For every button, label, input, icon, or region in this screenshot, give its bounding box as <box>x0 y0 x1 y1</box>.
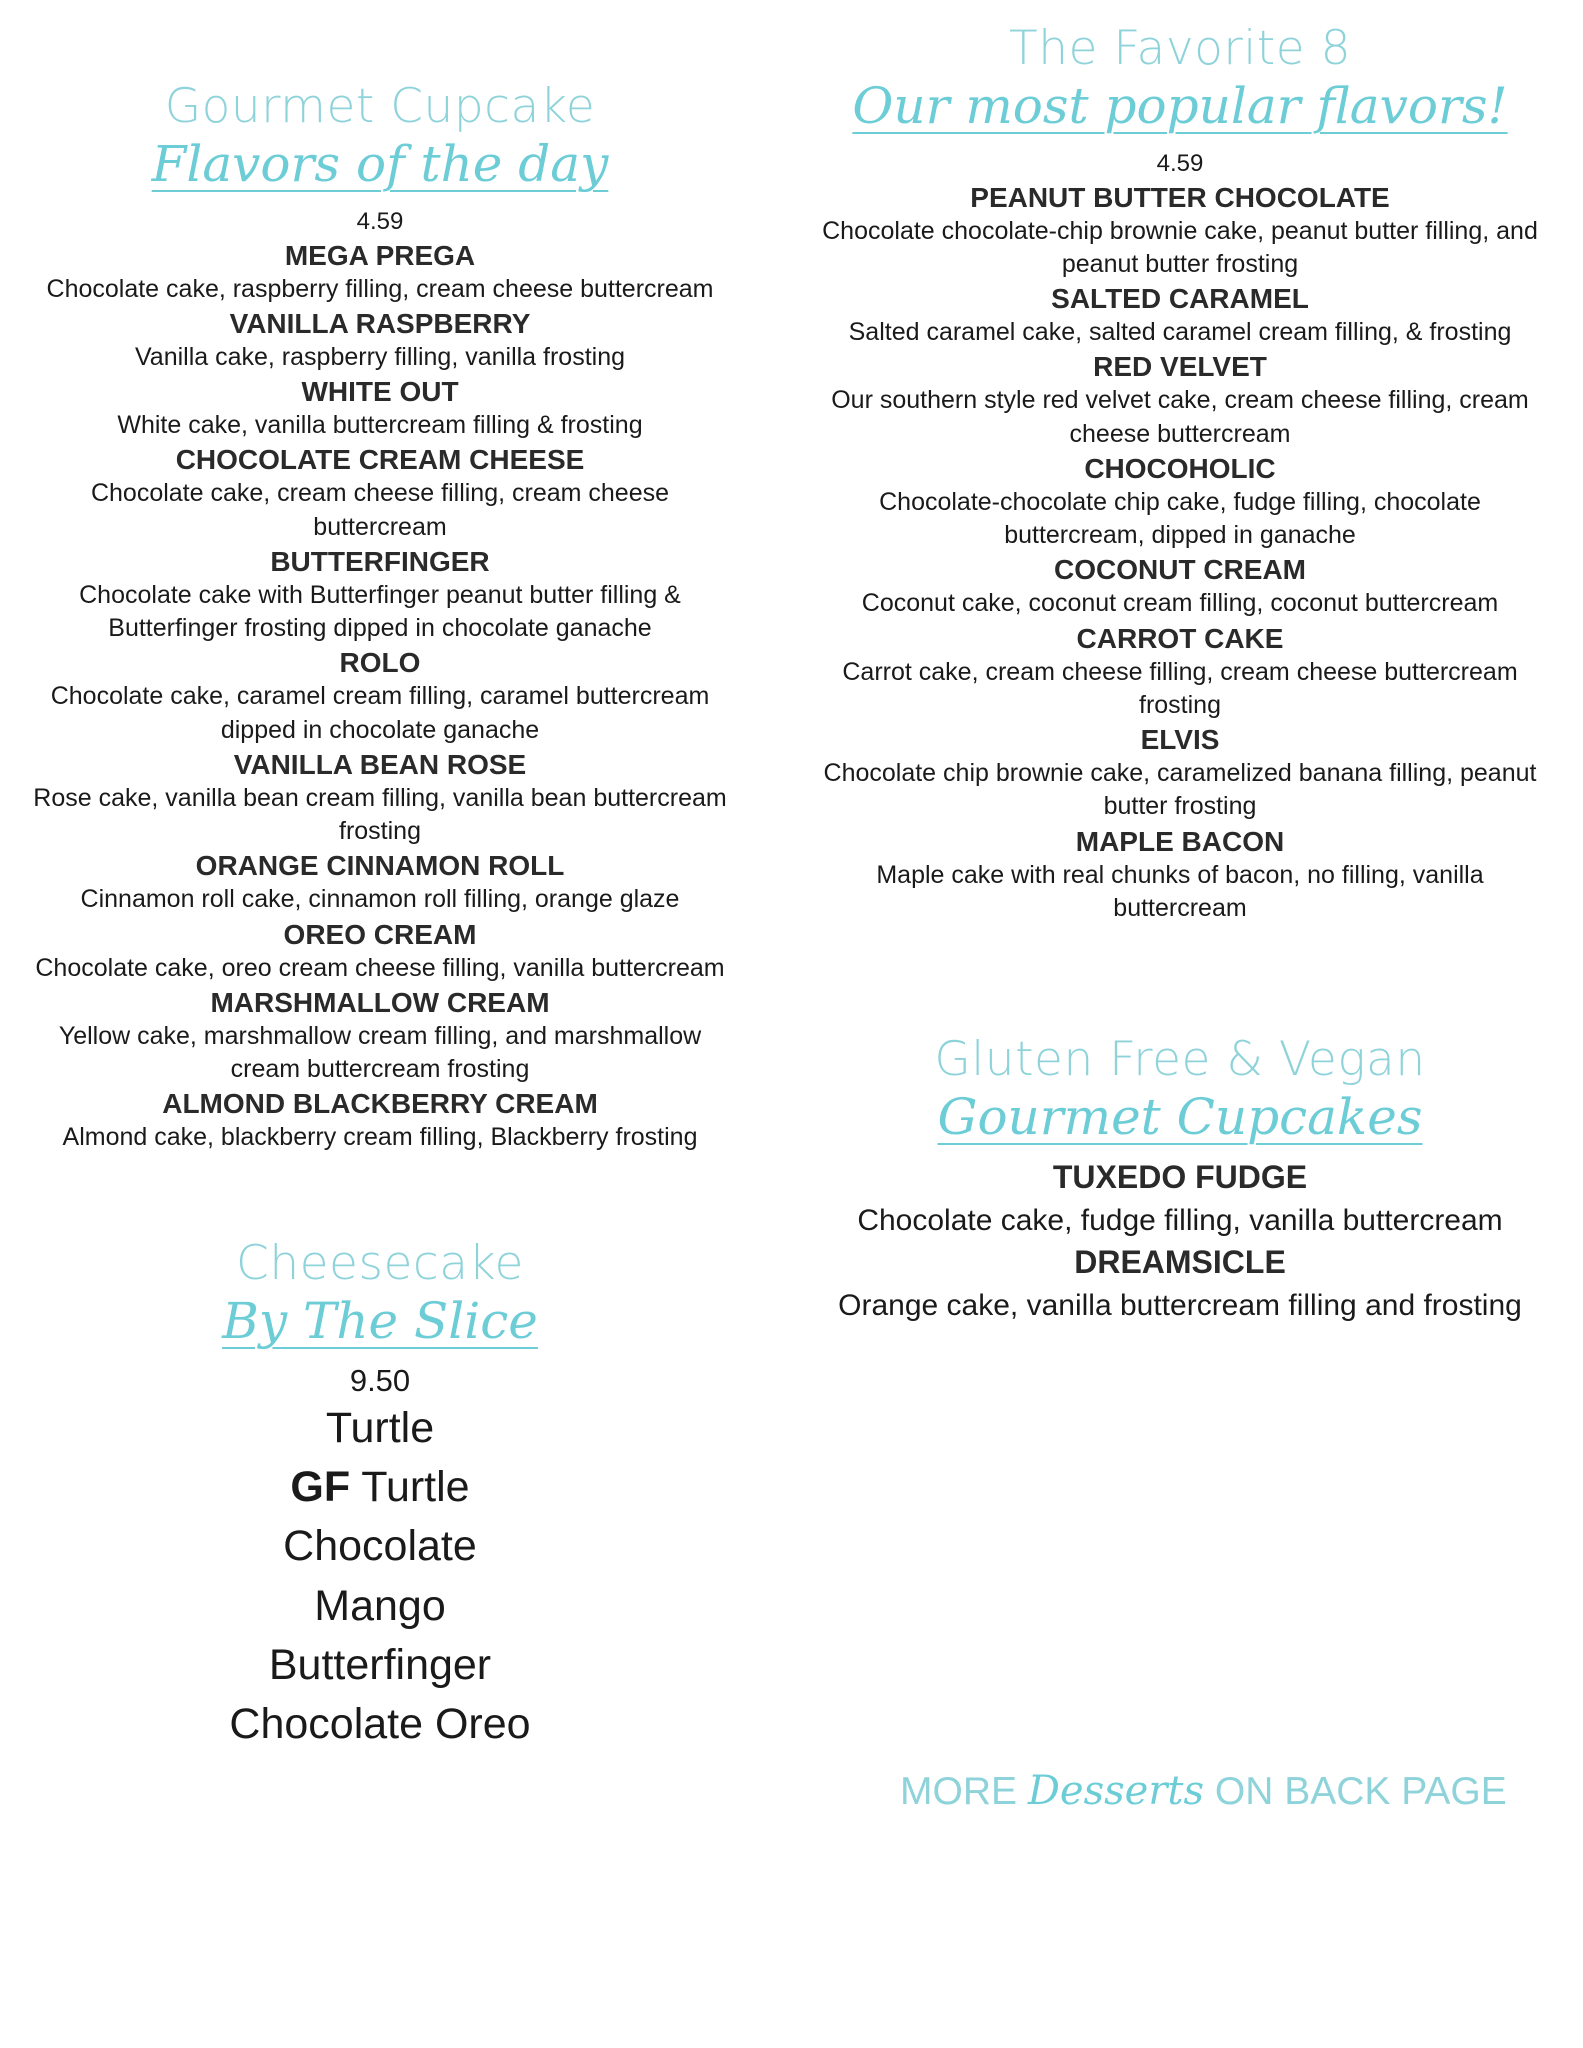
menu-list <box>800 180 1560 926</box>
menu-list <box>20 238 740 1155</box>
item-name: OREO CREAM <box>283 918 477 950</box>
price: 9.50 <box>349 1362 411 1398</box>
menu-item <box>800 281 1560 349</box>
item-description: Chocolate chocolate-chip brownie cake, peanut butter filling, and peanut butter frosting <box>822 216 1538 278</box>
section-subtitle: Our most popular flavors! <box>852 77 1508 136</box>
section-title: The Favorite 8 <box>1008 21 1351 76</box>
slice-item <box>20 1458 740 1517</box>
item-name: WHITE OUT <box>301 376 459 408</box>
section-title: Cheesecake <box>236 1235 524 1291</box>
item-description: Chocolate cake, fudge filling, vanilla buttercream <box>857 1203 1503 1237</box>
section-subtitle: Gourmet Cupcakes <box>937 1088 1423 1147</box>
item-description: Chocolate cake, caramel cream filling, caramel buttercream dipped in chocolate ganache <box>50 682 710 744</box>
right-column <box>800 22 1560 1327</box>
gf-label: GF <box>290 1463 351 1512</box>
item-name: ORANGE CINNAMON ROLL <box>195 850 565 882</box>
item-description: Carrot cake, cream cheese filling, cream cheese buttercream frosting <box>842 657 1518 719</box>
item-name: MEGA PREGA <box>284 239 476 271</box>
section-subtitle: Flavors of the day <box>151 135 609 194</box>
item-description: Chocolate cake, cream cheese filling, cream cheese buttercream <box>90 479 670 541</box>
menu-list <box>800 1157 1560 1327</box>
item-name: ALMOND BLACKBERRY CREAM <box>162 1088 598 1120</box>
item-name: TUXEDO FUDGE <box>1052 1159 1308 1196</box>
item-name: ELVIS <box>1140 724 1220 756</box>
gluten-free-vegan-section <box>800 1033 1560 1327</box>
section-title: Gourmet Cupcake <box>164 79 596 134</box>
item-description: Chocolate cake with Butterfinger peanut butter filling & Butterfinger frosting dipped in chocolate ganache <box>79 580 681 643</box>
item-description: Chocolate cake, raspberry filling, cream cheese buttercream <box>46 274 714 303</box>
menu-item <box>800 180 1560 282</box>
item-name: SALTED CARAMEL <box>1051 283 1309 315</box>
item-description: Coconut cake, coconut cream filling, coconut buttercream <box>861 589 1499 618</box>
item-description: Cinnamon roll cake, cinnamon roll filling, orange glaze <box>80 885 680 914</box>
item-name: BUTTERFINGER <box>270 545 490 577</box>
menu-item <box>800 722 1560 824</box>
menu-item <box>20 1086 740 1154</box>
more-label: MORE <box>900 1770 1017 1813</box>
item-description: Chocolate chip brownie cake, caramelized banana filling, peanut butter frosting <box>823 759 1537 821</box>
slice-item: Chocolate <box>283 1522 477 1571</box>
gourmet-cupcake-section <box>20 80 740 1155</box>
more-desserts-note <box>900 1768 1507 1814</box>
menu-item <box>20 374 740 442</box>
slice-item-label: Turtle <box>361 1463 470 1512</box>
item-description: Yellow cake, marshmallow cream filling, and marshmallow cream buttercream frosting <box>58 1021 702 1084</box>
menu-item <box>800 552 1560 620</box>
item-name: PEANUT BUTTER CHOCOLATE <box>970 181 1390 213</box>
item-description: Salted caramel cake, salted caramel cream filling, & frosting <box>848 318 1512 347</box>
menu-item <box>800 1157 1560 1242</box>
item-description: Maple cake with real chunks of bacon, no filling, vanilla buttercream <box>876 860 1484 922</box>
menu-item <box>800 824 1560 926</box>
item-description: Chocolate cake, oreo cream cheese filling, vanilla buttercream <box>35 953 725 982</box>
item-name: CARROT CAKE <box>1076 622 1284 654</box>
left-column <box>20 80 740 1755</box>
price: 4.59 <box>356 208 404 236</box>
menu-item <box>20 645 740 747</box>
menu-item <box>800 1242 1560 1327</box>
item-description: Rose cake, vanilla bean cream filling, vanilla bean buttercream frosting <box>33 783 727 846</box>
menu-item <box>800 621 1560 723</box>
item-name: COCONUT CREAM <box>1054 554 1306 586</box>
slice-item: Butterfinger <box>268 1641 492 1689</box>
section-subtitle: By The Slice <box>222 1291 538 1350</box>
item-name: RED VELVET <box>1093 351 1267 383</box>
menu-item <box>800 451 1560 553</box>
menu-item <box>20 442 740 544</box>
item-description: Vanilla cake, raspberry filling, vanilla frosting <box>134 342 626 371</box>
section-title: Gluten Free & Vegan <box>934 1032 1426 1088</box>
slice-list <box>20 1399 740 1755</box>
item-name: DREAMSICLE <box>1074 1244 1286 1281</box>
menu-item <box>20 917 740 985</box>
item-description: Orange cake, vanilla buttercream filling and frosting <box>838 1288 1522 1322</box>
item-description: White cake, vanilla buttercream filling & frosting <box>117 411 643 440</box>
item-name: MAPLE BACON <box>1075 825 1285 857</box>
favorite-8-section <box>800 22 1560 925</box>
item-description: Our southern style red velvet cake, cream cheese filling, cream cheese buttercream <box>831 386 1529 448</box>
menu-item <box>20 544 740 646</box>
item-name: VANILLA BEAN ROSE <box>233 748 527 780</box>
price: 4.59 <box>1156 150 1204 178</box>
item-description: Chocolate-chocolate chip cake, fudge filling, chocolate buttercream, dipped in ganache <box>879 487 1481 550</box>
menu-item <box>20 985 740 1087</box>
menu-item <box>20 238 740 306</box>
cheesecake-section <box>20 1237 740 1755</box>
item-description: Almond cake, blackberry cream filling, Blackberry frosting <box>62 1123 698 1152</box>
slice-item: Mango <box>314 1581 446 1630</box>
item-name: VANILLA RASPBERRY <box>229 307 531 339</box>
item-name: MARSHMALLOW CREAM <box>210 986 550 1018</box>
item-name: CHOCOHOLIC <box>1084 452 1276 484</box>
menu-item <box>20 747 740 849</box>
on-back-page-label: ON BACK PAGE <box>1214 1770 1507 1813</box>
menu-item <box>800 349 1560 451</box>
menu-item <box>20 306 740 374</box>
slice-item: Turtle <box>325 1403 435 1452</box>
slice-item: Chocolate Oreo <box>229 1700 531 1749</box>
menu-item <box>20 848 740 916</box>
desserts-label: Desserts <box>1027 1768 1205 1814</box>
item-name: CHOCOLATE CREAM CHEESE <box>175 444 585 476</box>
item-name: ROLO <box>339 647 421 679</box>
